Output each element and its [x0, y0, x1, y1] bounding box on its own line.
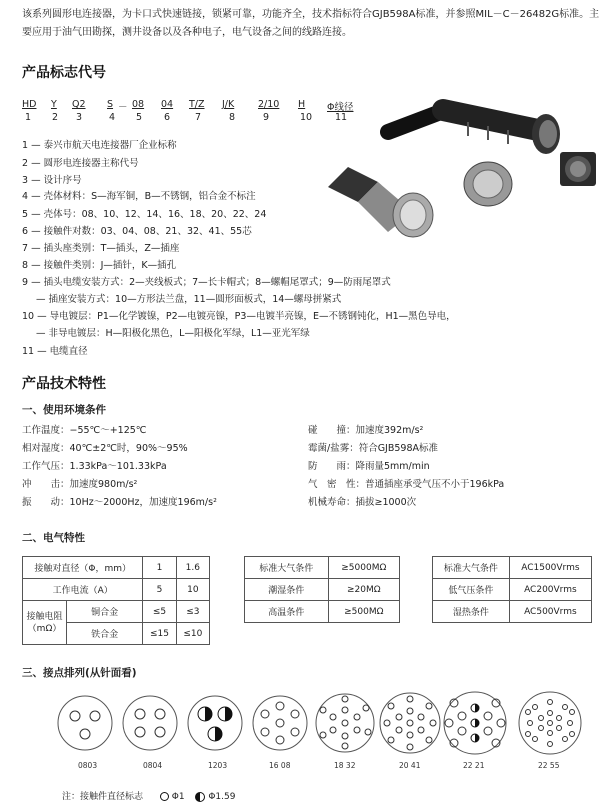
- long-plug-image: [388, 110, 560, 154]
- env-item: 工作温度：−55℃～+125℃: [22, 425, 147, 436]
- table-cell: ≥500MΩ: [328, 601, 399, 623]
- contact-table: [22, 556, 210, 645]
- code-part: S: [107, 99, 114, 110]
- env-item: 相对湿度：40℃±2℃时，90%～95%: [22, 443, 188, 454]
- legend-item: 7 — 插头座类别：T—插头，Z—插座: [22, 243, 180, 254]
- note-large-diameter: Φ1.59: [208, 792, 236, 802]
- code-part: Φ线径: [327, 102, 354, 113]
- code-part: J/K: [222, 99, 235, 110]
- subsection-elec: 二、电气特性: [22, 532, 85, 544]
- pin-layout-label: 20 41: [399, 761, 421, 770]
- pin-layout-label: 22 21: [463, 761, 485, 770]
- env-item: 霉菌/盐雾：符合GJB598A标准: [308, 443, 439, 454]
- code-number: 3: [76, 112, 83, 123]
- legend-item: 11 — 电缆直径: [22, 346, 88, 357]
- env-item: 机械寿命：插拔≥1000次: [308, 497, 417, 508]
- voltage-table: [432, 556, 592, 623]
- table-cell: AC200Vrms: [509, 579, 591, 601]
- legend-item: 10 — 导电镀层：P1—化学镀镍，P2—电镀亮镍，P3—电镀半亮镍，E—不锈钢钝化，H1—黑色导电，: [22, 311, 456, 322]
- code-number: 10: [300, 112, 313, 123]
- pin-layout-label: 16 08: [269, 761, 291, 770]
- legend-item: 6 — 接触件对数：03、04、08、21、32、41、55芯: [22, 226, 252, 237]
- code-number: 1: [25, 112, 32, 123]
- table-cell: 标准大气条件: [245, 557, 329, 579]
- pin-layout-0803: [58, 696, 112, 750]
- legend-item: — 非导电镀层：H—阳极化黑色，L—阳极化军绿，L1—亚光军绿: [36, 328, 310, 339]
- table-cell: AC500Vrms: [509, 601, 591, 623]
- section-title-tech: 产品技术特性: [22, 376, 106, 392]
- section-title-marking: 产品标志代号: [22, 65, 106, 81]
- table-cell: 湿热条件: [433, 601, 510, 623]
- env-item: 振 动：10Hz～2000Hz，加速度196m/s²: [22, 497, 217, 508]
- pin-layout-2041: [380, 693, 440, 753]
- pin-layout-2221: [444, 692, 506, 754]
- table-cell: ≤10: [176, 623, 209, 645]
- pin-layout-0804: [123, 696, 177, 750]
- pin-layout-2255: [519, 692, 581, 754]
- code-part: Q2: [72, 99, 86, 110]
- table-cell: ≥5000MΩ: [328, 557, 399, 579]
- pin-layout-1832: [316, 694, 374, 752]
- table-cell: 潮湿条件: [245, 579, 329, 601]
- table-cell: 1.6: [176, 557, 209, 579]
- table-cell: 5: [143, 579, 176, 601]
- note: [62, 789, 235, 802]
- env-item: 冲 击：加速度980m/s²: [22, 479, 138, 490]
- angled-plug-image: [328, 167, 433, 237]
- code-number: 5: [136, 112, 143, 123]
- note-small-diameter: Φ1: [171, 792, 185, 802]
- pin-layout-label: 0804: [143, 761, 163, 770]
- env-item: 气 密 性：普通插座承受气压不小于196kPa: [308, 479, 505, 490]
- code-part: T/Z: [189, 99, 205, 110]
- note-text: 注：接触件直径标志: [62, 792, 144, 802]
- code-part: 2/10: [258, 99, 280, 110]
- table-cell: ≤5: [143, 601, 176, 623]
- pin-layout-label: 18 32: [334, 761, 356, 770]
- code-number: 4: [109, 112, 116, 123]
- code-number: 11: [335, 112, 348, 123]
- table-cell: 1: [143, 557, 176, 579]
- code-part: 08: [132, 99, 145, 110]
- table-cell: 接触电阻（mΩ）: [23, 601, 67, 645]
- pin-layouts: [55, 688, 595, 758]
- code-part: HD: [22, 99, 37, 110]
- legend-item: 4 — 壳体材料：S—海军铜，B—不锈钢，铝合金不标注: [22, 191, 256, 202]
- table-cell: ≤15: [143, 623, 176, 645]
- table-cell: ≤3: [176, 601, 209, 623]
- insulation-table: [244, 556, 400, 623]
- table-cell: 标准大气条件: [433, 557, 510, 579]
- legend-item: — 插座安装方式：10—方形法兰盘，11—圆形面板式，14—螺母拼紧式: [36, 294, 342, 305]
- table-cell: 高温条件: [245, 601, 329, 623]
- table-cell: 铜合金: [67, 601, 143, 623]
- code-part: Y: [51, 99, 57, 110]
- pin-layout-label: 22 55: [538, 761, 560, 770]
- code-number: 2: [52, 112, 59, 123]
- pin-layout-1608: [253, 696, 307, 750]
- code-part: 04: [161, 99, 174, 110]
- subsection-pins: 三、接点排列(从针面看): [22, 667, 137, 679]
- flange-socket-image: [560, 152, 596, 186]
- table-cell: 低气压条件: [433, 579, 510, 601]
- code-number: 6: [164, 112, 171, 123]
- env-item: 防 雨：降雨量5mm/min: [308, 461, 430, 472]
- legend-item: 2 — 圆形电连接器主称代号: [22, 158, 139, 169]
- code-part: H: [298, 99, 306, 110]
- code-dash: －: [118, 102, 128, 113]
- env-item: 工作气压：1.33kPa～101.33kPa: [22, 461, 167, 472]
- round-socket-image: [464, 162, 512, 206]
- pin-layout-1203: [188, 696, 242, 750]
- half-filled-circle-icon: [195, 792, 205, 802]
- legend-item: 8 — 接触件类别：J—插针，K—插孔: [22, 260, 177, 271]
- intro-text: 该系列圆形电连接器，为卡口式快速链接，锁紧可靠，功能齐全，技术指标符合GJB598A标准，并参照MIL－C－26482G标准。主要应用于油气田勘探，测井设备以及各种电子，电气设备之间的线路连接。: [22, 9, 600, 38]
- legend-item: 9 — 插头电缆安装方式：2—夹线板式；7—长卡帽式；8—螺帽尾罩式；9—防雨尾罩式: [22, 277, 391, 288]
- pin-layout-label: 1203: [208, 761, 228, 770]
- table-cell: ≥20MΩ: [328, 579, 399, 601]
- table-cell: 接触对直径（Φ，mm）: [23, 557, 143, 579]
- legend-item: 3 — 设计序号: [22, 175, 82, 186]
- code-number: 8: [229, 112, 236, 123]
- legend-item: 5 — 壳体号：08、10、12、14、16、18、20、22、24: [22, 209, 267, 220]
- subsection-env: 一、使用环境条件: [22, 404, 106, 416]
- open-circle-icon: [160, 792, 169, 801]
- code-number: 7: [195, 112, 202, 123]
- table-cell: 工作电流（A）: [23, 579, 143, 601]
- code-number: 9: [263, 112, 270, 123]
- table-cell: 铁合金: [67, 623, 143, 645]
- pin-layout-label: 0803: [78, 761, 98, 770]
- env-item: 碰 撞：加速度392m/s²: [308, 425, 424, 436]
- legend-item: 1 — 泰兴市航天电连接器厂企业标称: [22, 140, 177, 151]
- table-cell: AC1500Vrms: [509, 557, 591, 579]
- connector-photo: [318, 92, 603, 242]
- table-cell: 10: [176, 579, 209, 601]
